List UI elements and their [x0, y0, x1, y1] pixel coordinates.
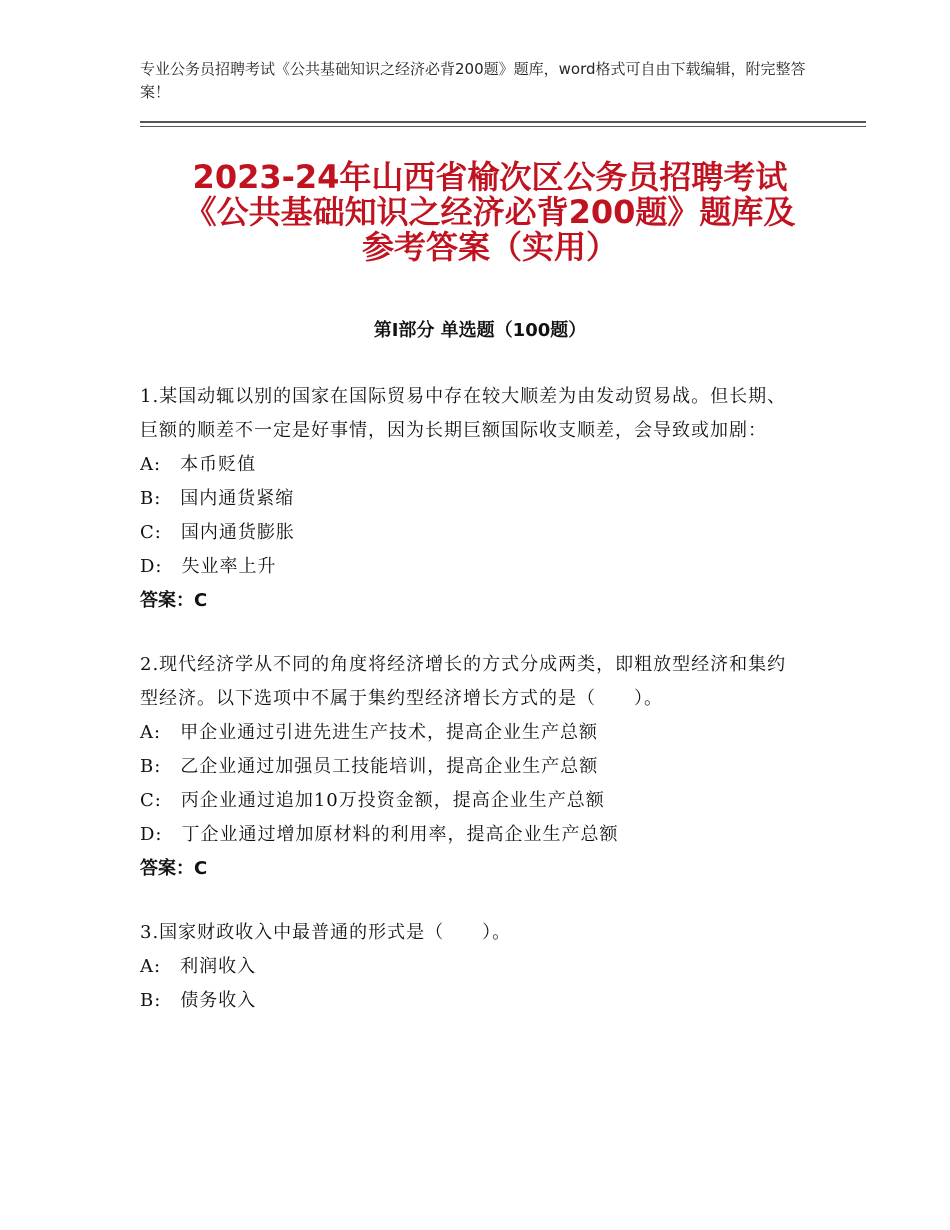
question-stem: 3.国家财政收入中最普通的形式是（ ）。 [140, 922, 512, 943]
question-3 [140, 916, 800, 1018]
question-1 [140, 380, 800, 618]
option-a: A: 甲企业通过引进先进生产技术，提高企业生产总额 [140, 722, 599, 743]
question-list [140, 380, 800, 1048]
option-a: A: 利润收入 [140, 956, 257, 977]
option-b: B: 债务收入 [140, 990, 257, 1011]
question-2 [140, 648, 800, 886]
title-line: 《公共基础知识之经济必背200题》题库及 [184, 193, 796, 231]
option-a: A: 本币贬值 [140, 454, 257, 475]
header-note: 专业公务员招聘考试《公共基础知识之经济必背200题》题库，word格式可自由下载编辑，附完整答案！ [140, 60, 806, 101]
option-c: C: 国内通货膨胀 [140, 522, 295, 543]
answer: 答案：C [140, 858, 208, 879]
header-rule-thick [140, 121, 866, 123]
answer: 答案：C [140, 590, 208, 611]
title-line: 参考答案（实用） [361, 228, 618, 266]
section-heading: 第Ⅰ部分 单选题（100题） [373, 320, 587, 341]
option-c: C: 丙企业通过追加10万投资金额，提高企业生产总额 [140, 790, 605, 811]
header-rule-thin [140, 126, 866, 127]
option-b: B: 国内通货紧缩 [140, 488, 295, 509]
option-b: B: 乙企业通过加强员工技能培训，提高企业生产总额 [140, 756, 599, 777]
question-stem: 2.现代经济学从不同的角度将经济增长的方式分成两类，即粗放型经济和集约型经济。以下选项中不属于集约型经济增长方式的是（ ）。 [140, 654, 787, 709]
document-title [130, 160, 850, 265]
question-stem: 1.某国动辄以别的国家在国际贸易中存在较大顺差为由发动贸易战。但长期、巨额的顺差不一定是好事情，因为长期巨额国际收支顺差，会导致或加剧： [140, 386, 787, 441]
title-line: 2023-24年山西省榆次区公务员招聘考试 [192, 158, 788, 196]
option-d: D: 失业率上升 [140, 556, 277, 577]
option-d: D: 丁企业通过增加原材料的利用率，提高企业生产总额 [140, 824, 619, 845]
